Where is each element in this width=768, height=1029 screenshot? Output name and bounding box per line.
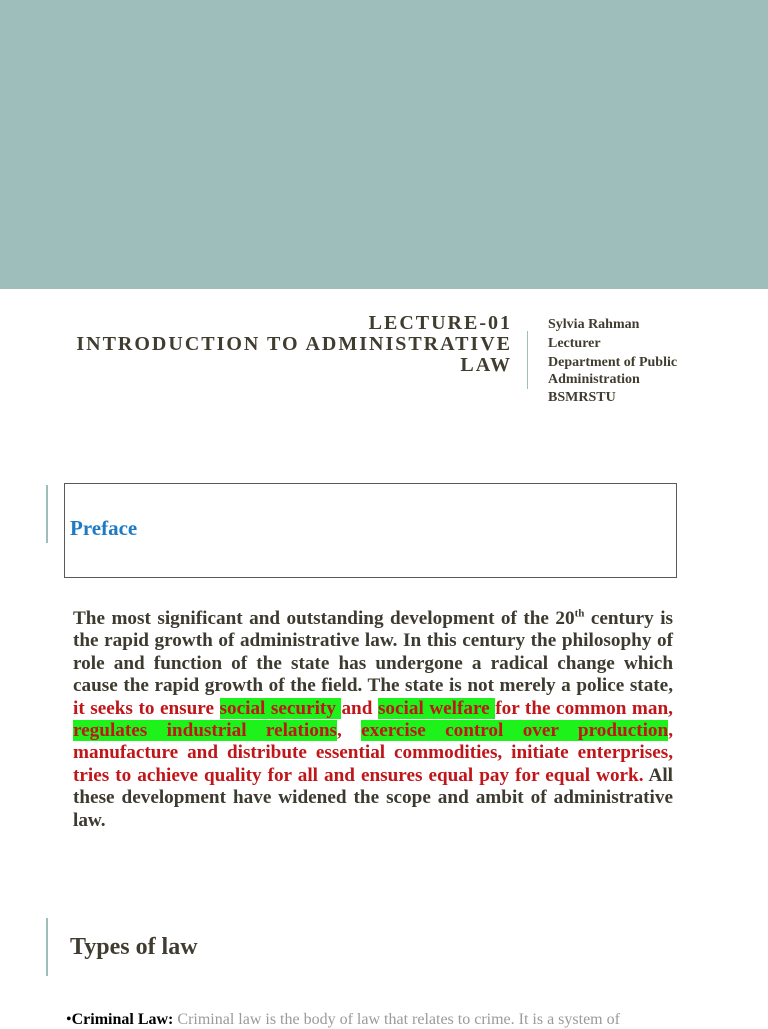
criminal-law-term: Criminal Law: [71, 1011, 174, 1028]
author-department-line-1: Department of Public [548, 355, 678, 370]
para-red-3: for the common man, [495, 697, 673, 719]
author-department-line-2: Administration [548, 372, 640, 387]
author-institution: BSMRSTU [548, 390, 616, 405]
para-highlight-2: social welfare [377, 697, 496, 719]
para-text-2: century is the rapid growth of administrative law. In this century the philosophy of role and function of the state has undergone a radical change which cause the rapid growth of the field. The state is not merely a police state, [73, 608, 673, 697]
preface-box [64, 483, 677, 578]
para-superscript: th [574, 607, 585, 620]
types-accent-bar [46, 918, 48, 976]
para-highlight-3: regulates industrial relations [73, 720, 337, 742]
criminal-law-description: Criminal law is the body of law that relates to crime. It is a system of [173, 1011, 620, 1028]
para-highlight-4: exercise control over production [361, 720, 669, 742]
para-red-4: , [336, 720, 362, 742]
preface-paragraph [73, 608, 673, 832]
lecture-number: LECTURE-01 [368, 312, 512, 334]
para-text-1: The most significant and outstanding development of the 20 [73, 608, 575, 629]
para-red-2: and [341, 697, 378, 719]
title-divider [527, 331, 528, 389]
preface-heading: Preface [70, 516, 138, 540]
preface-accent-bar [46, 485, 48, 543]
types-of-law-heading: Types of law [70, 934, 198, 960]
bullet-marker: • [66, 1011, 72, 1028]
criminal-law-item [66, 1011, 766, 1029]
lecture-title-line-2: LAW [460, 354, 512, 376]
author-info [548, 316, 758, 407]
para-red-5: , manufacture and distribute essential commodities, initiate enterprises, tries to achieve quality for all and ensures equal pay for equal work. [73, 720, 673, 786]
lecture-title [32, 313, 512, 376]
header-banner [0, 0, 768, 289]
para-highlight-1: social security [219, 697, 342, 719]
author-position: Lecturer [548, 336, 601, 351]
para-text-3: All these development have widened the scope and ambit of administrative law. [73, 764, 674, 831]
lecture-title-line-1: INTRODUCTION TO ADMINISTRATIVE [76, 333, 512, 355]
author-name: Sylvia Rahman [548, 317, 640, 332]
para-red-1: it seeks to ensure [73, 697, 220, 719]
